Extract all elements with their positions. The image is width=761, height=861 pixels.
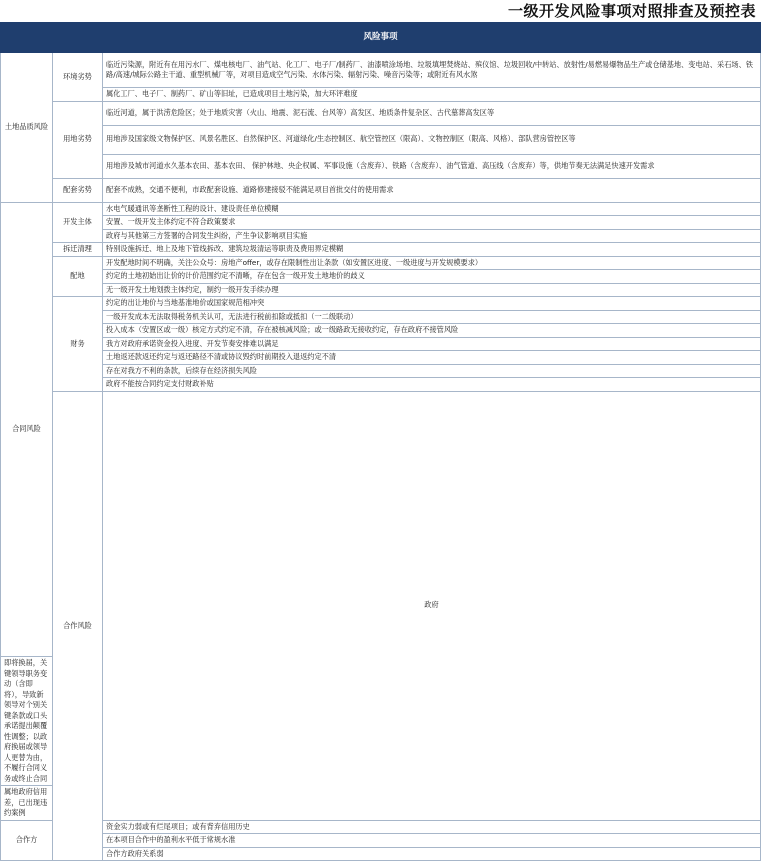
- subcategory-cell: 合作方: [1, 820, 53, 861]
- risk-item: 一级开发成本无法取得税务机关认可，无法进行税前扣除或抵扣（一二级联动）: [103, 310, 761, 324]
- risk-item: 投入成本（安置区或一级）核定方式约定不清，存在被核减风险；或一级路政无接收约定，存在政府不接管风险: [103, 324, 761, 338]
- category-cell: 合同风险: [1, 202, 53, 657]
- subcategory-cell: 用地劣势: [53, 101, 103, 178]
- table-header: 风险事项: [1, 23, 761, 53]
- risk-item: 我方对政府承诺资金投入进度、开发节奏安排难以满足: [103, 337, 761, 351]
- risk-item: 在本项目合作中的盈利水平低于常规水准: [103, 834, 761, 848]
- category-cell: 合作风险: [53, 391, 103, 861]
- subcategory-cell: 拆迁清理: [53, 243, 103, 257]
- page-title: 一级开发风险事项对照排查及预控表: [507, 2, 756, 20]
- risk-item: 无一级开发土地划拨主体约定，制约一级开发手续办理: [103, 283, 761, 297]
- subcategory-cell: 政府: [103, 391, 761, 820]
- risk-item: 土地返还款返还约定与返还路径不清或协议毁约时前期投入退返约定不清: [103, 351, 761, 365]
- risk-item: 用地涉及城市河道水久基本农田、基本农田、 保护林地、央企权属、军事设施（含废弃）、铁路（含废弃）、油气管道、高压线（含废弃）等，供地节奏无法满足快速开发需求: [103, 154, 761, 178]
- risk-item: 资金实力弱或有烂尾项目；或有背弃信用历史: [103, 820, 761, 834]
- risk-item: 用地涉及国家级文物保护区、风景名胜区、自然保护区、河道绿化/生态控制区、航空管控区（限高）、文物控制区（限高、风格）、部队营房管控区等: [103, 125, 761, 154]
- risk-item: 临近河道，属于洪涝危险区；处于地质灾害（火山、地震、泥石流、台风等）高发区、地质条件复杂区、古代墓葬高发区等: [103, 101, 761, 125]
- risk-item: 约定的出让地价与当地基准地价或国家规范相冲突: [103, 297, 761, 311]
- risk-item: 存在对我方不利的条款，后续存在经济损失风险: [103, 364, 761, 378]
- risk-item: 属地政府信用差，已出现违约案例: [1, 786, 53, 821]
- risk-item: 安置、一级开发主体约定不符合政策要求: [103, 216, 761, 230]
- risk-item: 配套不成熟，交通不便利，市政配套设施、道路修建接驳不能满足项目首批交付的使用需求: [103, 178, 761, 202]
- risk-item: 水电气暖通讯等垄断性工程的设计、建设责任单位模糊: [103, 202, 761, 216]
- risk-item: 约定的土地初始出让价的计价范围约定不清晰，存在包含一级开发土地地价的歧义: [103, 270, 761, 284]
- subcategory-cell: 环境劣势: [53, 53, 103, 102]
- risk-item: 即将换届，关键领导职务变动（含即将），导致新领导对个别关键条款或口头承诺提出颠覆性调整；以政府换届或领导人更替为由，不履行合同义务或终止合同: [1, 657, 53, 786]
- risk-item: 特别设施拆迁、地上及地下管线拆改、建筑垃圾清运等职责及费用界定模糊: [103, 243, 761, 257]
- subcategory-cell: 开发主体: [53, 202, 103, 243]
- risk-item: 政府与其他第三方签署的合同发生纠纷，产生争议影响项目实施: [103, 229, 761, 243]
- risk-item: 开发配地时间不明确，关注公众号：房地产offer，或存在限制性出让条款（如安置区进度、一级进度与开发规模要求）: [103, 256, 761, 270]
- subcategory-cell: 配套劣势: [53, 178, 103, 202]
- risk-item: 合作方政府关系弱: [103, 847, 761, 861]
- risk-item: 属化工厂、电子厂、制药厂、矿山等旧址，已造成项目土地污染，加大环评难度: [103, 88, 761, 102]
- category-cell: 土地品质风险: [1, 53, 53, 203]
- risk-table-container: [0, 22, 760, 858]
- risk-item: 临近污染源，附近有在用污水厂、煤电核电厂、油气站、化工厂、电子厂/制药厂、油漆喷涂场地、垃圾填埋焚烧站、殡仪馆、垃圾回收/中转站、放射性/易燃易爆物品生产或仓储基地、变电站、采石场、铁路/高速/城际公路主干道、重型机械厂等，对项目造成空气污染、水体污染、辐射污染、噪音污染等；或附近有风水煞: [103, 53, 761, 88]
- risk-table: [0, 22, 761, 861]
- subcategory-cell: 财务: [53, 297, 103, 392]
- subcategory-cell: 配地: [53, 256, 103, 297]
- risk-item: 政府不能按合同约定支付财政补贴: [103, 378, 761, 392]
